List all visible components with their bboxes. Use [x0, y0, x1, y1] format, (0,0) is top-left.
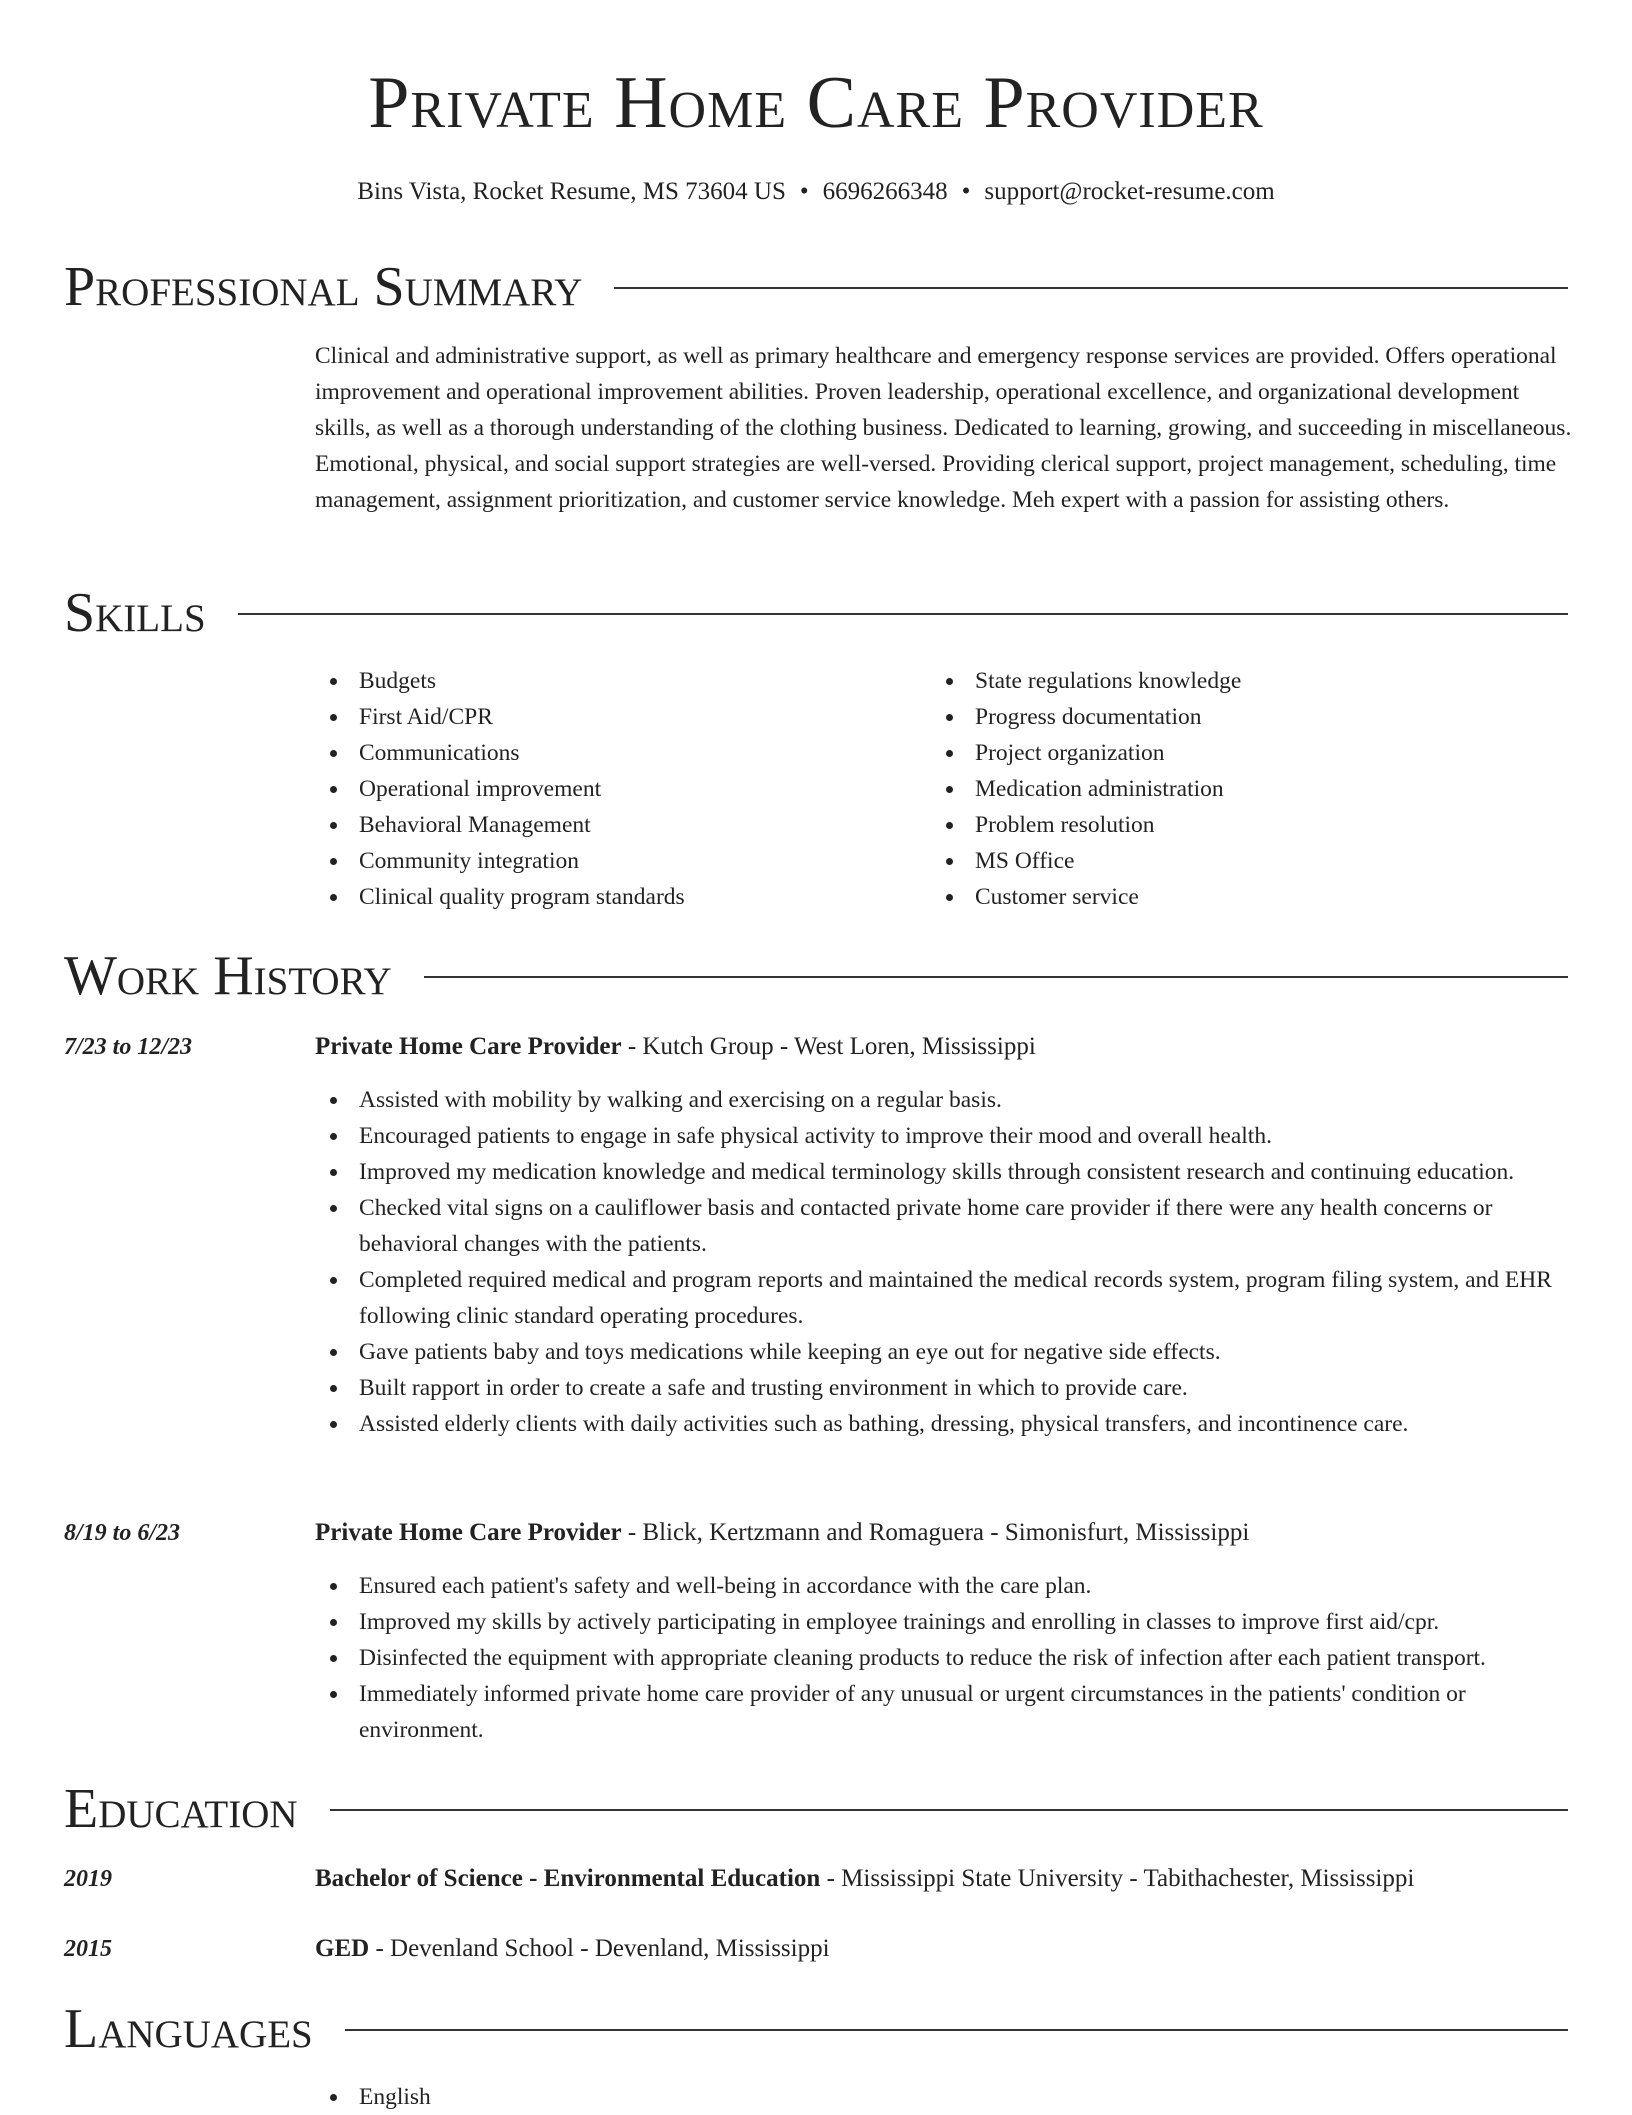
- education-year: 2015: [64, 1936, 112, 1962]
- skill-item: Problem resolution: [931, 807, 1531, 843]
- skill-item: Community integration: [315, 843, 875, 879]
- job-duty: Improved my skills by actively participating in employee trainings and enrolling in classes to improve first aid/cpr.: [315, 1604, 1575, 1640]
- skill-item: Medication administration: [931, 771, 1531, 807]
- work-heading: Work History: [64, 945, 392, 1007]
- education-degree: Bachelor of Science - Environmental Education: [315, 1865, 821, 1892]
- education-details: - Mississippi State University - Tabithachester, Mississippi: [820, 1865, 1415, 1892]
- section-divider: [345, 2029, 1568, 2031]
- languages-heading: Languages: [64, 1998, 313, 2060]
- contact-line: [0, 176, 1632, 208]
- job-duty: Completed required medical and program reports and maintained the medical records system, program filing system, and EHR following clinic standard operating procedures.: [315, 1262, 1575, 1334]
- languages-list: [315, 2079, 1575, 2115]
- contact-address: Bins Vista, Rocket Resume, MS 73604 US: [357, 178, 786, 205]
- skills-section-header: [64, 581, 1568, 645]
- skills-list-left: [315, 663, 875, 915]
- job-dates: 8/19 to 6/23: [64, 1520, 181, 1546]
- skill-item: Budgets: [315, 663, 875, 699]
- language-item: English: [315, 2079, 1575, 2115]
- skill-item: Clinical quality program standards: [315, 879, 875, 915]
- job-duty: Built rapport in order to create a safe and trusting environment in which to provide care.: [315, 1370, 1575, 1406]
- skill-item: Behavioral Management: [315, 807, 875, 843]
- section-divider: [614, 287, 1568, 289]
- education-degree: GED: [315, 1935, 370, 1962]
- job-duties-list: [315, 1082, 1575, 1442]
- job-duty: Improved my medication knowledge and medical terminology skills through consistent research and continuing education.: [315, 1154, 1575, 1190]
- job-duty: Gave patients baby and toys medications while keeping an eye out for negative side effects.: [315, 1334, 1575, 1370]
- job-duty: Checked vital signs on a cauliflower basis and contacted private home care provider if there were any health concerns or behavioral changes with the patients.: [315, 1190, 1575, 1262]
- contact-separator: •: [799, 178, 809, 205]
- education-line: [315, 1933, 830, 1965]
- job-duty: Disinfected the equipment with appropriate cleaning products to reduce the risk of infection after each patient transport.: [315, 1640, 1575, 1676]
- education-details: - Devenland School - Devenland, Mississippi: [369, 1935, 830, 1962]
- skill-item: MS Office: [931, 843, 1531, 879]
- section-divider: [330, 1809, 1568, 1811]
- section-divider: [424, 976, 1568, 978]
- job-duty: Immediately informed private home care provider of any unusual or urgent circumstances in the patients' condition or environment.: [315, 1676, 1575, 1748]
- skill-item: State regulations knowledge: [931, 663, 1531, 699]
- education-heading: Education: [64, 1778, 298, 1840]
- education-line: [315, 1863, 1414, 1895]
- skills-list-right: [931, 663, 1531, 915]
- job-title-line: [315, 1031, 1036, 1063]
- summary-text: Clinical and administrative support, as well as primary healthcare and emergency response services are provided. Offers operational improvement and operational improvement abilities. Proven leadership, operational excellence, and organizational development skills, as well as a thorough understanding of the clothing business. Dedicated to learning, growing, and succeeding in miscellaneous. Emotional, physical, and social support strategies are well-versed. Providing clerical support, project management, scheduling, time management, assignment prioritization, and customer service knowledge. Meh expert with a passion for assisting others.: [315, 343, 1572, 513]
- education-section-header: [64, 1777, 1568, 1841]
- contact-phone: 6696266348: [822, 178, 948, 205]
- summary-heading: Professional Summary: [64, 256, 583, 318]
- job-duties-list: [315, 1568, 1575, 1748]
- job-duty: Encouraged patients to engage in safe physical activity to improve their mood and overall health.: [315, 1118, 1575, 1154]
- job-title: Private Home Care Provider: [315, 1033, 622, 1060]
- work-section-header: [64, 944, 1568, 1008]
- skill-item: Operational improvement: [315, 771, 875, 807]
- skill-item: Progress documentation: [931, 699, 1531, 735]
- job-duty: Ensured each patient's safety and well-being in accordance with the care plan.: [315, 1568, 1575, 1604]
- skill-item: Communications: [315, 735, 875, 771]
- skills-heading: Skills: [64, 582, 206, 644]
- skill-item: Project organization: [931, 735, 1531, 771]
- contact-separator: •: [961, 178, 971, 205]
- job-duty: Assisted with mobility by walking and exercising on a regular basis.: [315, 1082, 1575, 1118]
- section-divider: [238, 613, 1568, 615]
- job-duty: Assisted elderly clients with daily activities such as bathing, dressing, physical transfers, and incontinence care.: [315, 1406, 1575, 1442]
- languages-section-header: [64, 1997, 1568, 2061]
- skill-item: Customer service: [931, 879, 1531, 915]
- summary-section-header: [64, 255, 1568, 319]
- job-details: - Blick, Kertzmann and Romaguera - Simonisfurt, Mississippi: [621, 1519, 1250, 1546]
- job-title: Private Home Care Provider: [315, 1519, 622, 1546]
- job-title-line: [315, 1517, 1249, 1549]
- contact-email[interactable]: support@rocket-resume.com: [984, 178, 1275, 205]
- education-year: 2019: [64, 1866, 112, 1892]
- job-dates: 7/23 to 12/23: [64, 1034, 193, 1060]
- job-details: - Kutch Group - West Loren, Mississippi: [621, 1033, 1036, 1060]
- skill-item: First Aid/CPR: [315, 699, 875, 735]
- candidate-name: Private Home Care Provider: [368, 62, 1264, 144]
